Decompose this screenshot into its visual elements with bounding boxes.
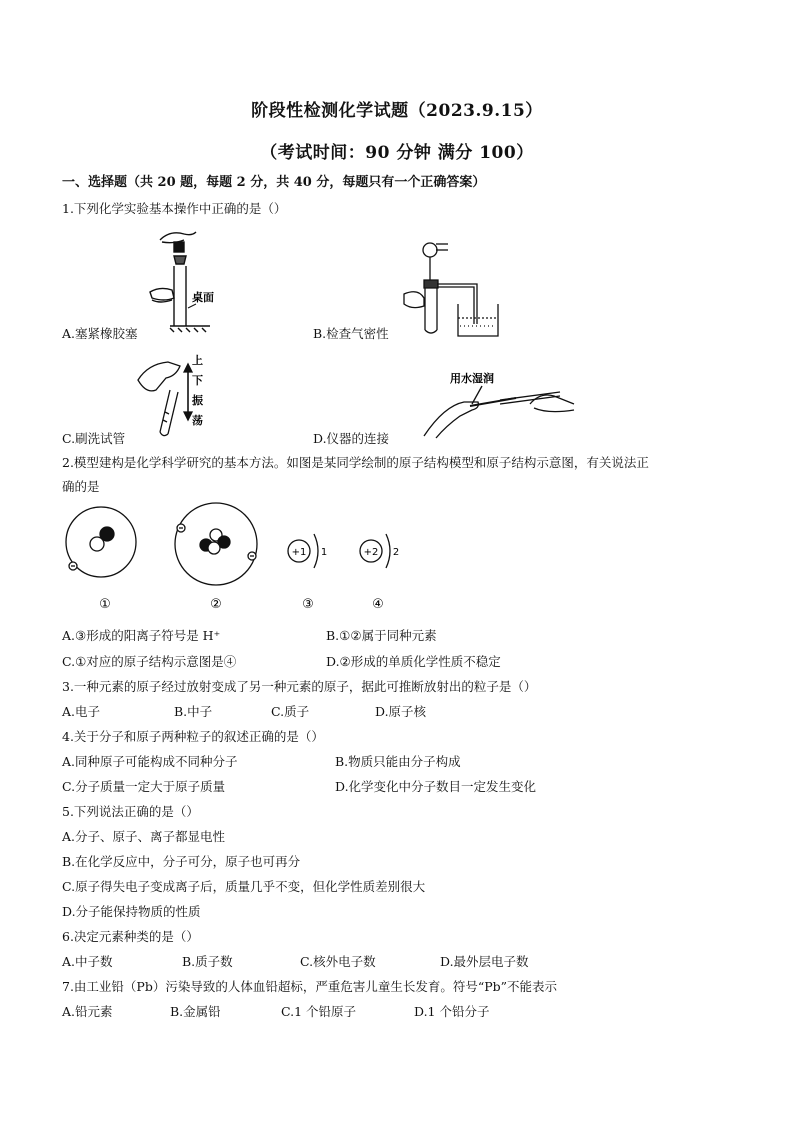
q6-option-b: B.质子数 (182, 954, 233, 969)
q6-option-c: C.核外电子数 (300, 954, 376, 969)
q1-option-a: A.塞紧橡胶塞 (62, 326, 138, 341)
q3-option-a: A.电子 (62, 704, 101, 719)
q7-option-c: C.1 个铅原子 (281, 1004, 357, 1019)
q4-option-c: C.分子质量一定大于原子质量 (62, 779, 226, 794)
q1-figure-a (130, 226, 240, 336)
desk-label: 桌面 (192, 291, 214, 304)
diagram4-electrons: 2 (392, 547, 400, 558)
q1-option-d: D.仪器的连接 (313, 431, 390, 446)
diagram3-nucleus: +1 (291, 547, 307, 558)
model2-number: ② (210, 597, 222, 612)
model1-number: ① (99, 597, 111, 612)
q2-stem-line2: 确的是 (62, 479, 100, 494)
q4-option-b: B.物质只能由分子构成 (335, 754, 461, 769)
section-heading: 一、选择题（共 20 题，每题 2 分，共 40 分，每题只有一个正确答案） (62, 175, 486, 190)
q1-option-c: C.刷洗试管 (62, 431, 126, 446)
shake-label-2: 下 (192, 374, 203, 387)
wet-label: 用水湿润 (450, 372, 494, 385)
q2-option-c: C.①对应的原子结构示意图是④ (62, 654, 237, 669)
q6-option-d: D.最外层电子数 (440, 954, 529, 969)
shake-label-1: 上 (192, 354, 203, 367)
q5-option-c: C.原子得失电子变成离子后，质量几乎不变，但化学性质差别很大 (62, 879, 426, 894)
q5-stem: 5.下列说法正确的是（） (62, 804, 199, 819)
q4-stem: 4.关于分子和原子两种粒子的叙述正确的是（） (62, 729, 324, 744)
q2-option-d: D.②形成的单质化学性质不稳定 (326, 654, 501, 669)
q1-stem: 1.下列化学实验基本操作中正确的是（） (62, 201, 287, 216)
q7-option-d: D.1 个铅分子 (414, 1004, 490, 1019)
q1-figure-b (400, 240, 520, 340)
q3-option-d: D.原子核 (375, 704, 427, 719)
diagram4-number: ④ (372, 597, 384, 612)
q6-option-a: A.中子数 (62, 954, 113, 969)
q5-option-b: B.在化学反应中，分子可分，原子也可再分 (62, 854, 301, 869)
exam-subtitle: （考试时间：90 分钟 满分 100） (260, 143, 534, 163)
q2-figure (58, 504, 418, 616)
q1-figure-d (420, 370, 580, 440)
q7-option-b: B.金属铅 (170, 1004, 221, 1019)
q2-stem-line1: 2.模型建构是化学科学研究的基本方法。如图是某同学绘制的原子结构模型和原子结构示意图，有关说法正 (62, 455, 649, 470)
q5-option-d: D.分子能保持物质的性质 (62, 904, 201, 919)
diagram3-electrons: 1 (320, 547, 328, 558)
diagram4-nucleus: +2 (363, 547, 379, 558)
q4-option-d: D.化学变化中分子数目一定发生变化 (335, 779, 537, 794)
exam-title: 阶段性检测化学试题（2023.9.15） (251, 101, 543, 121)
q3-option-b: B.中子 (174, 704, 213, 719)
q6-stem: 6.决定元素种类的是（） (62, 929, 199, 944)
q3-stem: 3.一种元素的原子经过放射变成了另一种元素的原子，据此可推断放射出的粒子是（） (62, 679, 537, 694)
q7-option-a: A.铅元素 (62, 1004, 113, 1019)
q7-stem: 7.由工业铅（Pb）污染导致的人体血铅超标，严重危害儿童生长发育。符号“Pb”不能表示 (62, 979, 558, 994)
q3-option-c: C.质子 (271, 704, 310, 719)
q2-option-a: A.③形成的阳离子符号是 H⁺ (62, 628, 221, 643)
shake-label-4: 荡 (192, 414, 203, 427)
q1-figure-c (130, 350, 220, 440)
diagram3-number: ③ (302, 597, 314, 612)
q4-option-a: A.同种原子可能构成不同种分子 (62, 754, 238, 769)
q1-option-b: B.检查气密性 (313, 326, 389, 341)
q5-option-a: A.分子、原子、离子都显电性 (62, 829, 226, 844)
q2-option-b: B.①②属于同种元素 (326, 628, 437, 643)
shake-label-3: 振 (192, 394, 203, 407)
